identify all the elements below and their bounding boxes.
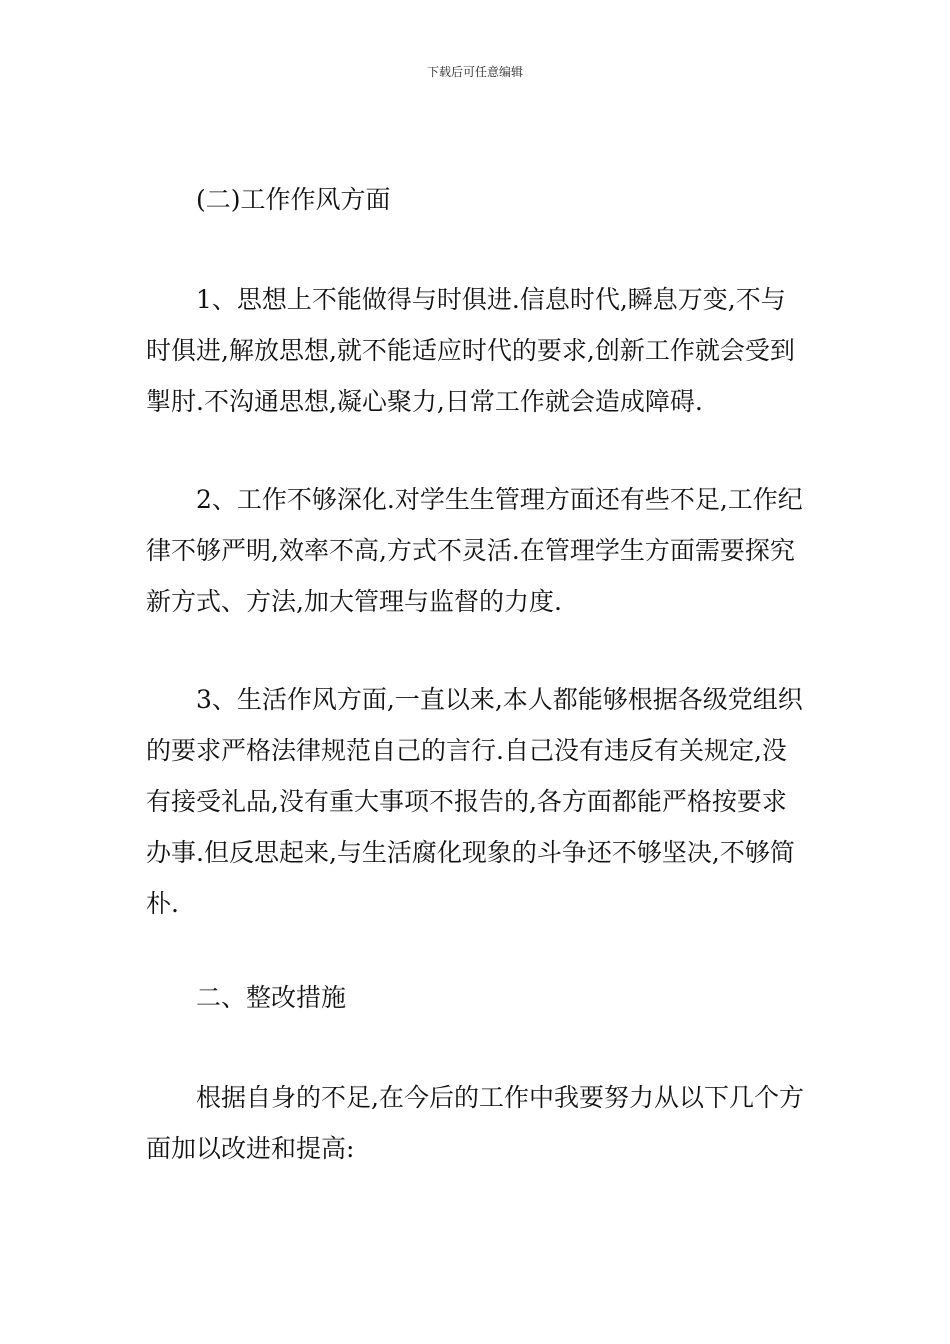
section-heading-work-style: (二)工作作风方面	[196, 185, 391, 214]
page-header-note: 下载后可任意编辑	[426, 65, 523, 79]
paragraph-intro-measures: 根据自身的不足,在今后的工作中我要努力从以下几个方面加以改进和提高:	[146, 1083, 804, 1163]
paragraph-item-1: 1、思想上不能做得与时俱进.信息时代,瞬息万变,不与时俱进,解放思想,就不能适应时代的要求,创新工作就会受到掣肘.不沟通思想,凝心聚力,日常工作就会造成障碍.	[146, 285, 795, 416]
paragraph-item-3: 3、生活作风方面,一直以来,本人都能够根据各级党组织的要求严格法律规范自己的言行.自己没有违反有关规定,没有接受礼品,没有重大事项不报告的,各方面都能严格按要求办事.但反思起来,与生活腐化现象的斗争还不够坚决,不够简朴.	[146, 685, 803, 918]
section-heading-measures: 二、整改措施	[196, 983, 347, 1012]
paragraph-item-2: 2、工作不够深化.对学生生管理方面还有些不足,工作纪律不够严明,效率不高,方式不灵活.在管理学生方面需要探究新方式、方法,加大管理与监督的力度.	[146, 485, 803, 616]
